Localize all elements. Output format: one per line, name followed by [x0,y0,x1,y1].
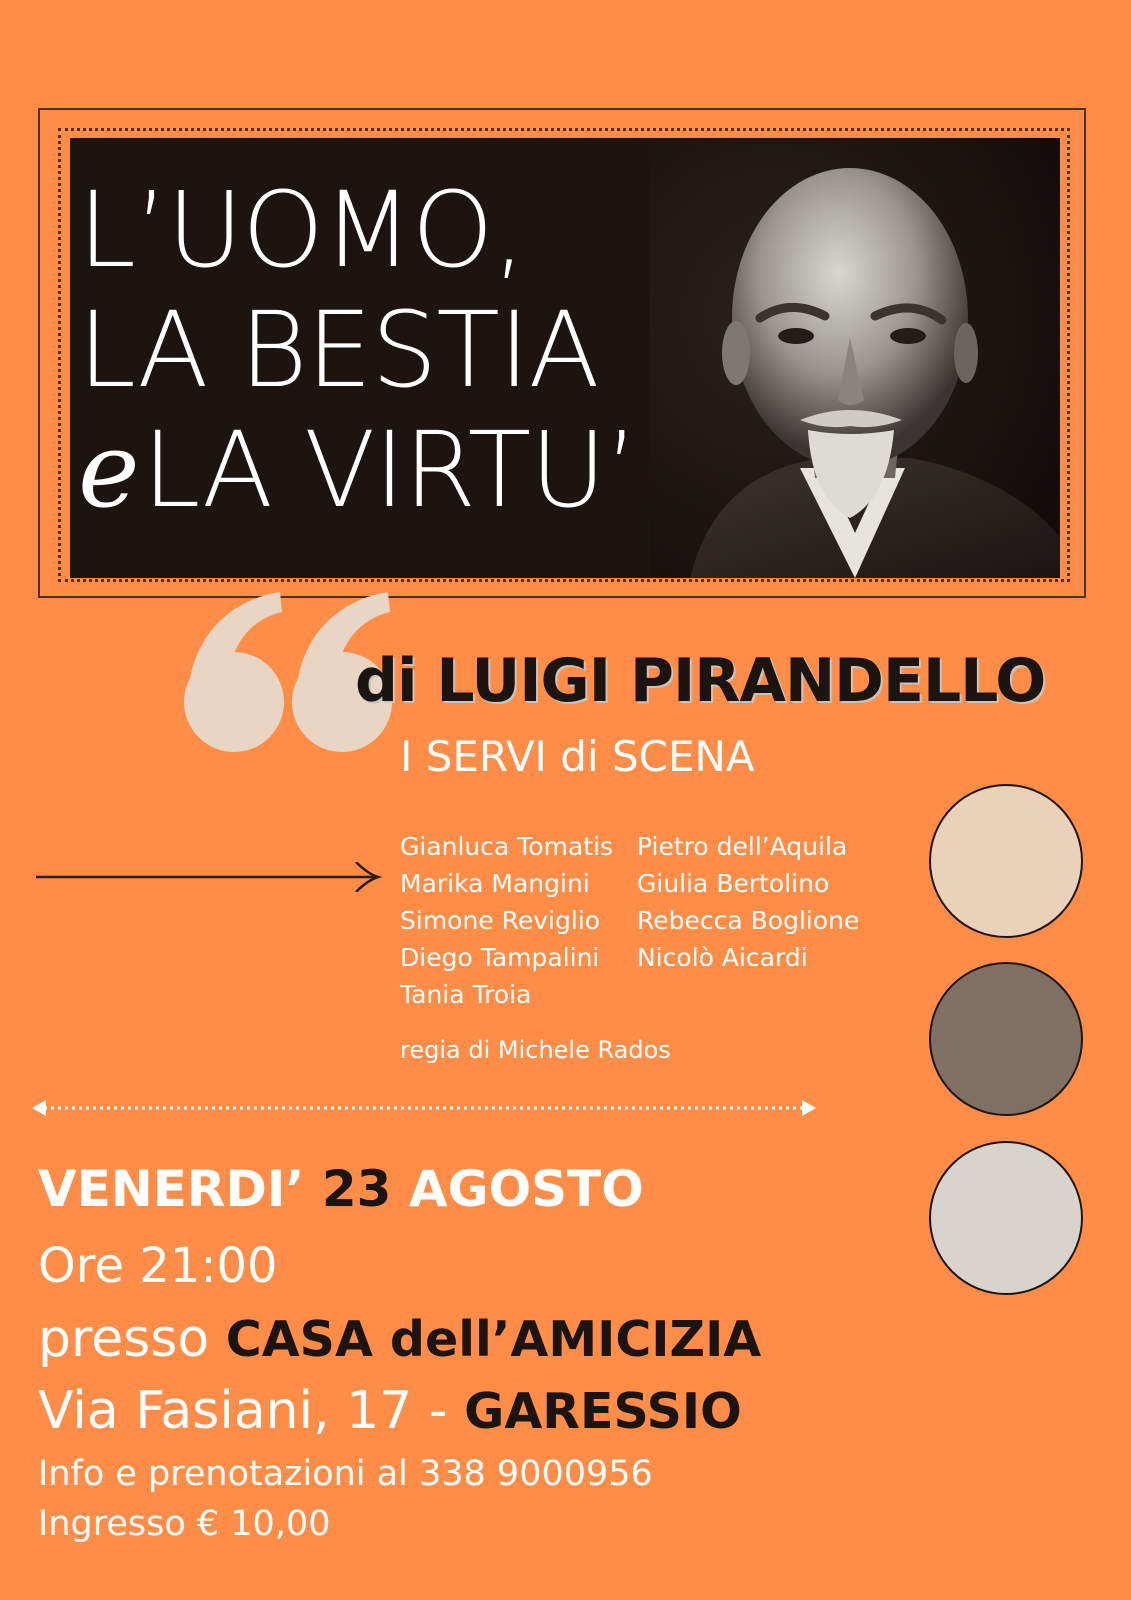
event-day-number: 23 [321,1160,392,1218]
cast-member: Diego Tampalini [400,943,600,972]
cast-member: Gianluca Tomatis [400,832,614,861]
venue-prefix: presso [38,1309,210,1369]
event-time: Ore 21:00 [38,1238,278,1294]
swatch-circle-grey [929,1141,1083,1295]
cast-member: Tania Troia [400,980,532,1009]
author-heading: di LUIGI PIRANDELLO [355,646,1046,716]
address-town: GARESSIO [464,1383,742,1440]
title-e-letter: e [78,409,139,531]
cast-member: Marika Mangini [400,869,590,898]
event-day: VENERDI’ [38,1160,305,1218]
title-line-3 [78,409,638,531]
ticket-price: Ingresso € 10,00 [38,1504,331,1544]
booking-info: Info e prenotazioni al 338 9000956 [38,1454,653,1494]
cast-member: Rebecca Boglione [637,906,860,935]
cast-member: Nicolò Aicardi [637,943,808,972]
title-panel [70,138,1060,578]
cast-column-2 [637,828,859,976]
event-date [38,1160,644,1218]
title-line-1: L’UOMO, [78,169,525,291]
arrow-right-icon [36,862,382,892]
cast-column-1 [400,828,613,1013]
swatch-circle-dark [929,962,1083,1116]
director-credit: regia di Michele Rados [400,1036,671,1064]
swatch-circle-light [929,784,1083,938]
cast-member: Giulia Bertolino [637,869,830,898]
cast-member: Simone Reviglio [400,906,601,935]
cast-member: Pietro dell’Aquila [637,832,848,861]
venue-name: CASA dell’AMICIZIA [225,1311,762,1368]
event-month: AGOSTO [408,1160,644,1218]
event-venue [38,1308,761,1371]
dotted-divider [32,1098,816,1118]
author-portrait [650,138,1060,578]
address-street: Via Fasiani, 17 - [38,1381,448,1441]
title-line-2: LA BESTIA [78,289,599,411]
event-address [38,1380,742,1443]
theatre-company: I SERVI di SCENA [400,732,755,781]
title-line-3-text: LA VIRTU’ [142,409,638,531]
